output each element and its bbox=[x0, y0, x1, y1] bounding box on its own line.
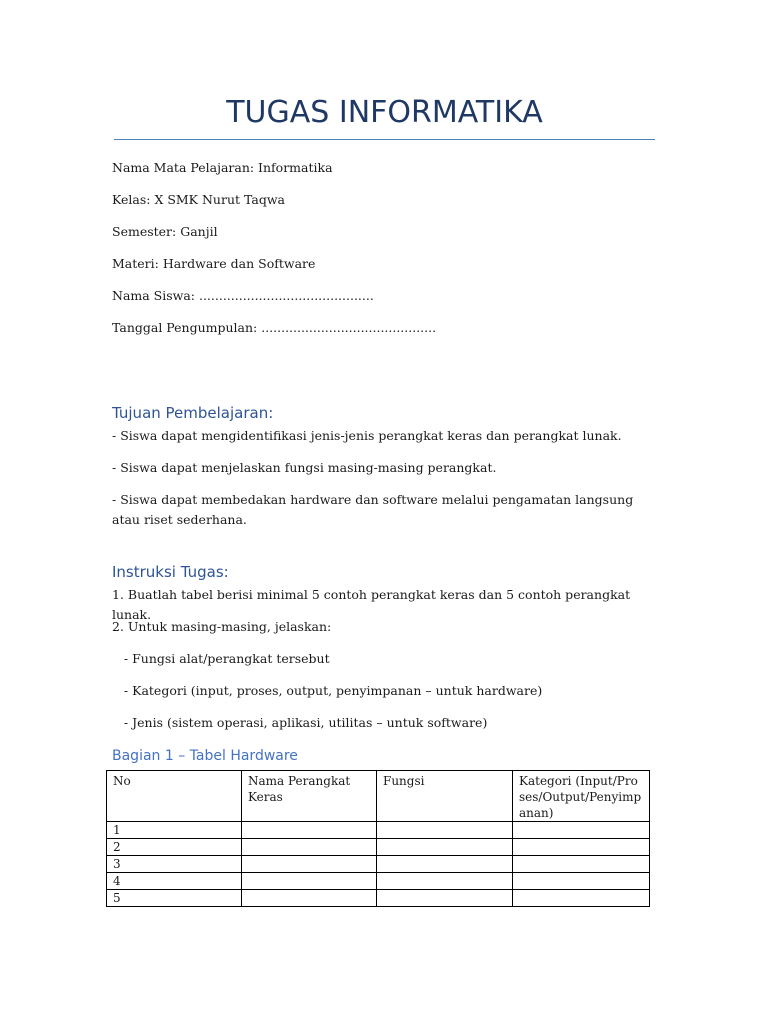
table-row bbox=[107, 890, 650, 907]
column-header-no: No bbox=[107, 771, 242, 822]
table-cell[interactable] bbox=[513, 856, 650, 873]
instruksi-item: - Jenis (sistem operasi, aplikasi, utilitas – untuk software) bbox=[112, 715, 488, 730]
table-cell[interactable] bbox=[513, 873, 650, 890]
column-header-category: Kategori (Input/Proses/Output/Penyimpanan) bbox=[513, 771, 650, 822]
tujuan-item: - Siswa dapat membedakan hardware dan software melalui pengamatan langsung atau riset sederhana. bbox=[112, 492, 638, 527]
table-cell[interactable] bbox=[242, 839, 377, 856]
table-header-row bbox=[107, 771, 650, 822]
info-class: Kelas: X SMK Nurut Taqwa bbox=[112, 192, 285, 207]
table-row bbox=[107, 822, 650, 839]
table-cell[interactable] bbox=[377, 822, 513, 839]
table-cell[interactable] bbox=[513, 839, 650, 856]
table-cell[interactable]: 1 bbox=[107, 822, 242, 839]
table-row bbox=[107, 873, 650, 890]
table-cell[interactable] bbox=[377, 839, 513, 856]
document-title: TUGAS INFORMATIKA bbox=[226, 95, 543, 130]
table-cell[interactable] bbox=[242, 873, 377, 890]
tujuan-item: - Siswa dapat menjelaskan fungsi masing-masing perangkat. bbox=[112, 460, 497, 475]
tujuan-item: - Siswa dapat mengidentifikasi jenis-jenis perangkat keras dan perangkat lunak. bbox=[112, 428, 622, 443]
title-underline bbox=[114, 139, 655, 140]
table-cell[interactable] bbox=[513, 890, 650, 907]
instruksi-item: - Fungsi alat/perangkat tersebut bbox=[112, 651, 330, 666]
section-heading-instruksi: Instruksi Tugas: bbox=[112, 563, 229, 581]
table-cell[interactable] bbox=[513, 822, 650, 839]
table-cell[interactable] bbox=[377, 873, 513, 890]
instruksi-item: - Kategori (input, proses, output, penyimpanan – untuk hardware) bbox=[112, 683, 543, 698]
table-cell[interactable] bbox=[242, 822, 377, 839]
info-student-name: Nama Siswa: ............................................ bbox=[112, 288, 374, 303]
info-semester: Semester: Ganjil bbox=[112, 224, 218, 239]
section-heading-tujuan: Tujuan Pembelajaran: bbox=[112, 404, 274, 422]
info-submission-date: Tanggal Pengumpulan: ............................................ bbox=[112, 320, 437, 335]
hardware-table bbox=[106, 770, 650, 907]
table-cell[interactable]: 5 bbox=[107, 890, 242, 907]
section-heading-bagian1: Bagian 1 – Tabel Hardware bbox=[112, 748, 298, 764]
table-cell[interactable] bbox=[377, 856, 513, 873]
instruksi-item: 1. Buatlah tabel berisi minimal 5 contoh perangkat keras dan 5 contoh perangkat lunak. bbox=[112, 587, 635, 622]
table-cell[interactable]: 3 bbox=[107, 856, 242, 873]
instruksi-item: 2. Untuk masing-masing, jelaskan: bbox=[112, 619, 332, 634]
info-material: Materi: Hardware dan Software bbox=[112, 256, 316, 271]
table-row bbox=[107, 856, 650, 873]
table-cell[interactable]: 2 bbox=[107, 839, 242, 856]
table-row bbox=[107, 839, 650, 856]
table-cell[interactable] bbox=[377, 890, 513, 907]
column-header-name: Nama Perangkat Keras bbox=[242, 771, 377, 822]
table-cell[interactable] bbox=[242, 890, 377, 907]
table-cell[interactable]: 4 bbox=[107, 873, 242, 890]
table-cell[interactable] bbox=[242, 856, 377, 873]
column-header-function: Fungsi bbox=[377, 771, 513, 822]
info-subject: Nama Mata Pelajaran: Informatika bbox=[112, 160, 333, 175]
